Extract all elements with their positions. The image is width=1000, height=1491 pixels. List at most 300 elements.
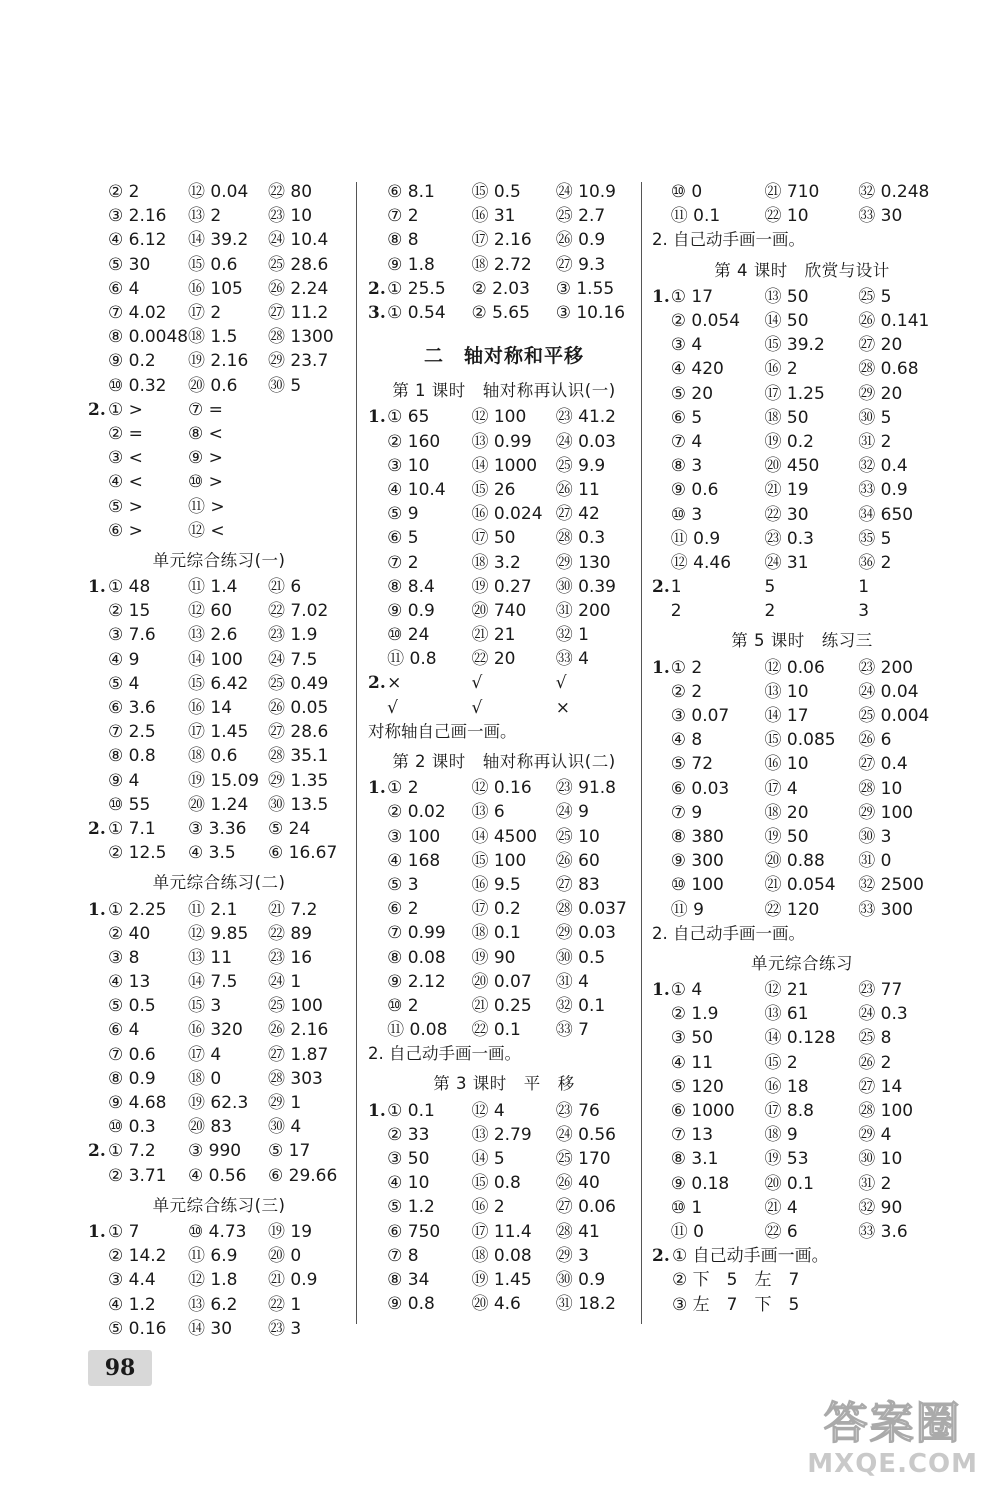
answer-cell: ⑱ 0.1 xyxy=(471,923,521,944)
answer-cell: ⑧ < xyxy=(188,423,223,444)
answer-row xyxy=(652,680,952,704)
answer-row xyxy=(88,897,350,921)
instruction-text: 对称轴自己画一画。 xyxy=(368,721,517,741)
answer-cell: ㉝ 7 xyxy=(555,1020,589,1041)
question-number: 2. xyxy=(368,673,386,694)
answer-cell: ⑪ 6.9 xyxy=(188,1246,238,1267)
answer-cell: ② 40 xyxy=(108,923,151,944)
answer-cell: ⑰ 1.25 xyxy=(764,383,825,404)
answer-cell: ⑩ > xyxy=(188,472,223,493)
answer-row xyxy=(652,527,952,551)
answer-row xyxy=(368,599,640,623)
answer-cell: ⑯ 2 xyxy=(764,359,798,380)
answer-cell: ㉝ 3.6 xyxy=(858,1221,908,1242)
answer-cell: √ xyxy=(387,697,398,718)
answer-row xyxy=(88,349,350,373)
answer-row xyxy=(368,825,640,849)
answer-cell: ⑲ 0.2 xyxy=(764,431,814,452)
answer-cell: ㉒ 10 xyxy=(764,206,809,227)
answer-cell: ⑪ 0.9 xyxy=(670,528,721,549)
answer-row xyxy=(88,446,350,470)
answer-cell: ③ 50 xyxy=(387,1149,430,1170)
answer-cell: ㊱ 2 xyxy=(858,552,892,573)
answer-cell: ⑭ 5 xyxy=(471,1149,505,1170)
answer-cell: ㉝ 4 xyxy=(555,649,589,670)
answer-cell: ⑬ 0.99 xyxy=(471,431,532,452)
answer-cell: ⑦ 8 xyxy=(387,1245,419,1266)
answer-cell: ② 2 xyxy=(108,182,140,203)
answer-row xyxy=(88,1043,350,1067)
answer-cell: ⑲ 90 xyxy=(471,947,516,968)
answer-cell: ⑤ 72 xyxy=(670,754,714,775)
answer-cell: ① 2.25 xyxy=(108,899,167,920)
answer-column-3 xyxy=(652,180,952,1317)
section-heading: 第 5 课时 练习三 xyxy=(731,631,873,651)
answer-cell: ④ 6.12 xyxy=(108,230,167,251)
section-heading: 单元综合练习 xyxy=(751,953,853,973)
answer-cell: ③ 2.16 xyxy=(108,206,167,227)
answer-cell: ⑬ 2 xyxy=(188,206,222,227)
answer-cell: ⑯ 320 xyxy=(188,1020,243,1041)
answer-cell: ⑰ 2 xyxy=(188,303,222,324)
answer-row xyxy=(88,817,350,841)
section-heading: 第 4 课时 欣赏与设计 xyxy=(714,260,890,280)
answer-row xyxy=(652,478,952,502)
answer-cell: ⑭ 7.5 xyxy=(188,972,238,993)
answer-row xyxy=(368,301,640,325)
answer-cell: ⑨ 1.8 xyxy=(387,254,435,275)
answer-cell: ⑧ 3.1 xyxy=(670,1149,719,1170)
answer-row xyxy=(652,285,952,309)
answer-cell: ⑩ 100 xyxy=(670,875,724,896)
answer-cell: ㉖ 2.16 xyxy=(268,1020,329,1041)
answer-cell: ⑧ 8.4 xyxy=(387,576,435,597)
answer-cell: ㉖ 6 xyxy=(858,730,892,751)
answer-cell: ㉔ 0.56 xyxy=(555,1124,616,1145)
answer-cell: ㉙ 20 xyxy=(858,383,903,404)
answer-row xyxy=(368,1268,640,1292)
answer-cell: ㉜ 2500 xyxy=(858,875,924,896)
answer-cell: ⑫ 0.04 xyxy=(188,182,249,203)
answer-row xyxy=(368,253,640,277)
answer-cell: ㉗ 42 xyxy=(555,504,600,525)
section-heading: 二 轴对称和平移 xyxy=(423,345,584,368)
answer-cell: ① 自己动手画一画。 xyxy=(672,1246,829,1267)
answer-row xyxy=(368,478,640,502)
answer-cell: ⑫ 9.85 xyxy=(188,923,249,944)
answer-cell: ⑤ 1.2 xyxy=(387,1197,435,1218)
answer-cell: ⑥ 2 xyxy=(387,899,419,920)
answer-cell: ④ 8 xyxy=(670,730,703,751)
answer-cell: ⑲ 62.3 xyxy=(188,1093,249,1114)
answer-row xyxy=(88,970,350,994)
answer-cell: ④ 10.4 xyxy=(387,479,446,500)
answer-cell: 2 xyxy=(764,601,776,622)
answer-cell: 2 xyxy=(670,601,682,622)
answer-row xyxy=(88,180,350,204)
answer-row xyxy=(652,656,952,680)
answer-cell: ⑳ 0.88 xyxy=(764,851,825,872)
answer-cell: ㉛ 200 xyxy=(555,600,611,621)
answer-cell: ② 下 5 左 7 xyxy=(672,1270,800,1291)
answer-cell: ④ 1.2 xyxy=(108,1294,156,1315)
answer-cell: ㉜ 0.248 xyxy=(858,182,930,203)
answer-cell: ㉙ 4 xyxy=(858,1125,892,1146)
answer-row xyxy=(652,825,952,849)
answer-cell: ㉚ 4 xyxy=(268,1117,302,1138)
answer-cell: ㉓ 200 xyxy=(858,657,914,678)
answer-cell: ㉚ 3 xyxy=(858,826,892,847)
answer-cell: ㉓ 41.2 xyxy=(555,407,616,428)
answer-cell: ⑩ 3 xyxy=(670,504,703,525)
answer-cell: ㉜ 0.4 xyxy=(858,456,908,477)
answer-row xyxy=(368,1018,640,1042)
answer-cell: ⑳ 0 xyxy=(268,1246,302,1267)
answer-cell: ② 2 xyxy=(670,681,703,702)
answer-cell: ⑩ 4.73 xyxy=(188,1221,247,1242)
answer-cell: 3 xyxy=(858,601,870,622)
answer-cell: ㉚ 13.5 xyxy=(268,794,329,815)
answer-row xyxy=(88,720,350,744)
answer-cell: ③ 10.16 xyxy=(555,303,626,324)
answer-cell: ㉑ 7.2 xyxy=(268,899,318,920)
answer-cell: ㉒ 80 xyxy=(268,182,313,203)
answer-cell: ㉕ 170 xyxy=(555,1149,611,1170)
answer-cell: ㉙ 100 xyxy=(858,802,914,823)
answer-cell: ⑫ 4.46 xyxy=(670,552,732,573)
answer-cell: ③ 0.07 xyxy=(670,706,730,727)
answer-cell: ㉛ 2 xyxy=(858,1173,892,1194)
answer-cell: ⑲ 1.45 xyxy=(471,1269,532,1290)
answer-cell: ⑩ 55 xyxy=(108,794,151,815)
answer-cell: ① 0.1 xyxy=(387,1100,435,1121)
answer-cell: ㉕ 5 xyxy=(858,286,892,307)
answer-cell: ㉜ 1 xyxy=(555,625,589,646)
question-number: 2. xyxy=(88,399,106,420)
answer-cell: ⑦ 2 xyxy=(387,206,419,227)
answer-row xyxy=(368,623,640,647)
answer-row xyxy=(652,849,952,873)
answer-row xyxy=(368,502,640,526)
answer-row xyxy=(368,1244,640,1268)
answer-cell: ⑭ 39.2 xyxy=(188,230,249,251)
answer-cell: ① 2 xyxy=(670,657,703,678)
answer-row xyxy=(652,873,952,897)
answer-row xyxy=(652,575,952,599)
answer-row xyxy=(88,422,350,446)
answer-row xyxy=(88,374,350,398)
answer-cell: ② 160 xyxy=(387,431,441,452)
answer-cell: ⑳ 1.24 xyxy=(188,794,249,815)
answer-row xyxy=(88,519,350,543)
answer-cell: ③ 50 xyxy=(670,1028,714,1049)
question-number: 2. xyxy=(652,1246,670,1267)
answer-cell: ⑯ 2 xyxy=(471,1197,505,1218)
answer-row xyxy=(368,1171,640,1195)
answer-cell: ⑮ 100 xyxy=(471,850,527,871)
answer-row xyxy=(652,333,952,357)
answer-cell: ⑥ 750 xyxy=(387,1221,441,1242)
answer-cell: ⑱ 3.2 xyxy=(471,552,521,573)
answer-cell: ㉘ 1300 xyxy=(268,327,334,348)
answer-cell: ⑥ 5 xyxy=(670,407,703,428)
answer-cell: ⑤ 24 xyxy=(268,818,311,839)
answer-cell: ⑬ 6 xyxy=(471,802,505,823)
answer-row xyxy=(368,970,640,994)
answer-cell: ㉔ 0.03 xyxy=(555,431,616,452)
answer-cell: ㉓ 16 xyxy=(268,947,313,968)
answer-row xyxy=(88,1115,350,1139)
answer-row xyxy=(652,454,952,478)
question-number: 1. xyxy=(652,980,670,1001)
watermark-url: MXQE.COM xyxy=(807,1449,978,1479)
answer-row xyxy=(652,1292,952,1316)
section-heading: 单元综合练习(一) xyxy=(152,550,286,570)
answer-cell: ② 12.5 xyxy=(108,843,167,864)
column-divider xyxy=(641,182,642,1324)
answer-cell: ⑤ 3 xyxy=(387,874,419,895)
watermark xyxy=(807,1399,978,1479)
answer-cell: ㉙ 3 xyxy=(555,1245,589,1266)
answer-cell: ③ 4 xyxy=(670,335,703,356)
answer-cell: ⑰ 4 xyxy=(188,1044,222,1065)
answer-cell: ㉜ 90 xyxy=(858,1197,903,1218)
answer-row xyxy=(368,873,640,897)
answer-cell: ㉗ 14 xyxy=(858,1076,903,1097)
answer-cell: ④ 9 xyxy=(108,649,140,670)
answer-cell: ⑮ 2 xyxy=(764,1052,798,1073)
answer-cell: ㉕ 100 xyxy=(268,996,323,1017)
section-heading: 单元综合练习(二) xyxy=(152,873,286,893)
answer-cell: ④ 13 xyxy=(108,972,151,993)
answer-cell: ㉕ 0.49 xyxy=(268,673,329,694)
answer-cell: ⑭ 0.128 xyxy=(764,1028,836,1049)
answer-cell: ⑮ 26 xyxy=(471,479,516,500)
answer-cell: ⑫ 0.16 xyxy=(471,778,532,799)
answer-cell: ⑩ 2 xyxy=(387,995,419,1016)
answer-cell: ㉕ 0.004 xyxy=(858,706,930,727)
answer-cell: ⑦ 0.6 xyxy=(108,1044,156,1065)
answer-row xyxy=(652,1026,952,1050)
answer-cell: ㉛ 0 xyxy=(858,851,892,872)
answer-cell: ② 2.03 xyxy=(471,278,530,299)
answer-row xyxy=(368,1147,640,1171)
answer-cell: × xyxy=(387,673,402,694)
answer-cell: ㉚ 5 xyxy=(268,375,302,396)
answer-row xyxy=(652,1002,952,1026)
question-number: 2. xyxy=(88,818,106,839)
answer-cell: ⑪ 0.1 xyxy=(670,206,721,227)
answer-cell: ㉗ 83 xyxy=(555,874,600,895)
answer-cell: ② 33 xyxy=(387,1124,430,1145)
answer-cell: ㉑ 0.054 xyxy=(764,875,836,896)
answer-cell: ㉗ 11.2 xyxy=(268,303,329,324)
answer-cell: ⑮ 0.6 xyxy=(188,254,238,275)
answer-row xyxy=(88,946,350,970)
answer-cell: ㉘ 41 xyxy=(555,1221,600,1242)
answer-cell: ㉑ 0.9 xyxy=(268,1270,318,1291)
answer-cell: ⑱ 9 xyxy=(764,1125,798,1146)
answer-cell: ㉑ 21 xyxy=(471,625,516,646)
answer-row xyxy=(368,1099,640,1123)
answer-cell: ⑭ 17 xyxy=(764,706,809,727)
answer-cell: ⑳ 4.6 xyxy=(471,1294,521,1315)
answer-row xyxy=(88,599,350,623)
answer-cell: ② 1.9 xyxy=(670,1004,719,1025)
answer-row xyxy=(652,978,952,1002)
answer-row xyxy=(88,1220,350,1244)
answer-cell: ⑨ 0.2 xyxy=(108,351,156,372)
answer-cell: ⑨ 300 xyxy=(670,851,724,872)
answer-cell: ㉟ 5 xyxy=(858,528,892,549)
question-number: 3. xyxy=(368,303,386,324)
answer-cell: ㉔ 9 xyxy=(555,802,589,823)
answer-cell: ㉕ 10 xyxy=(555,826,600,847)
answer-row xyxy=(652,599,952,623)
answer-cell: ⑬ 50 xyxy=(764,286,809,307)
answer-row xyxy=(652,1099,952,1123)
answer-row xyxy=(368,430,640,454)
answer-cell: ⑱ 1.5 xyxy=(188,327,238,348)
answer-cell: ⑰ 4 xyxy=(764,778,798,799)
answer-row xyxy=(368,1292,640,1316)
answer-cell: ⑲ 19 xyxy=(268,1221,313,1242)
answer-cell: ⑨ 0.6 xyxy=(670,480,719,501)
answer-cell: ㉗ 1.87 xyxy=(268,1044,329,1065)
answer-cell: ㉖ 40 xyxy=(555,1173,600,1194)
answer-row xyxy=(88,1139,350,1163)
answer-row xyxy=(88,301,350,325)
answer-row xyxy=(88,769,350,793)
answer-row xyxy=(88,575,350,599)
answer-row xyxy=(368,1123,640,1147)
answer-cell: ⑭ 100 xyxy=(188,649,243,670)
answer-cell: ㉗ 9.3 xyxy=(555,254,606,275)
answer-cell: ⑬ 61 xyxy=(764,1004,809,1025)
answer-cell: ⑧ 34 xyxy=(387,1269,430,1290)
answer-cell: ③ 1.55 xyxy=(555,278,615,299)
answer-cell: ㉚ 0.9 xyxy=(555,1269,606,1290)
answer-cell: ㉝ 30 xyxy=(858,206,903,227)
answer-cell: ⑫ 1.8 xyxy=(188,1270,238,1291)
answer-row xyxy=(88,696,350,720)
section-heading: 第 2 课时 轴对称再认识(二) xyxy=(392,751,616,771)
answer-cell: ㉙ 1 xyxy=(268,1093,302,1114)
answer-cell: ① 4 xyxy=(670,980,703,1001)
answer-cell: ⑯ 18 xyxy=(764,1076,809,1097)
answer-cell: ㉔ 10.9 xyxy=(555,182,616,203)
answer-cell: ⑰ 2.16 xyxy=(471,230,532,251)
question-number: 1. xyxy=(368,407,386,428)
answer-row xyxy=(88,494,350,518)
answer-cell: ⑪ > xyxy=(188,496,225,517)
answer-row xyxy=(368,945,640,969)
question-number: 1. xyxy=(368,1100,386,1121)
answer-cell: 1 xyxy=(858,577,870,598)
answer-cell: ㉚ 0.5 xyxy=(555,947,606,968)
answer-cell: ⑯ 0.024 xyxy=(471,504,543,525)
answer-cell: ㉙ 130 xyxy=(555,552,611,573)
answer-cell: ⑳ 83 xyxy=(188,1117,233,1138)
instruction-text: 2. 自己动手画一画。 xyxy=(652,923,805,943)
answer-cell: ⑨ 0.9 xyxy=(387,600,435,621)
answer-cell: ㉚ 0.39 xyxy=(555,576,616,597)
answer-row xyxy=(652,551,952,575)
answer-cell: ⑧ 3 xyxy=(670,456,703,477)
answer-cell: ⑤ 20 xyxy=(670,383,714,404)
answer-cell: √ xyxy=(555,673,567,694)
answer-cell: ㉓ 10 xyxy=(268,206,313,227)
answer-cell: ㉘ 35.1 xyxy=(268,746,329,767)
answer-cell: ⑩ 24 xyxy=(387,625,430,646)
answer-cell: ⑱ 0.08 xyxy=(471,1245,532,1266)
answer-cell: ㉕ 2.7 xyxy=(555,206,606,227)
answer-row xyxy=(652,180,952,204)
answer-cell: ㉞ 650 xyxy=(858,504,914,525)
answer-cell: ⑱ 20 xyxy=(764,802,809,823)
answer-cell: ㉒ 6 xyxy=(764,1221,798,1242)
answer-cell: ㉘ 0.68 xyxy=(858,359,919,380)
question-number: 1. xyxy=(88,1221,106,1242)
page-number: 98 xyxy=(88,1350,152,1386)
answer-row xyxy=(652,357,952,381)
answer-row xyxy=(652,1051,952,1075)
answer-cell: ㉕ 8 xyxy=(858,1028,892,1049)
answer-cell: ⑳ 0.6 xyxy=(188,375,238,396)
answer-cell: ⑭ 4500 xyxy=(471,826,538,847)
answer-row xyxy=(652,309,952,333)
answer-cell: ⑰ 11.4 xyxy=(471,1221,532,1242)
answer-row xyxy=(88,922,350,946)
answer-cell: ⑤ 0.16 xyxy=(108,1318,167,1339)
watermark-logo-text: 答案圈 xyxy=(823,1398,962,1449)
answer-row xyxy=(368,647,640,671)
answer-cell: ㉖ 0.9 xyxy=(555,230,606,251)
answer-cell: ⑯ 9.5 xyxy=(471,874,521,895)
answer-cell: ⑭ 1000 xyxy=(471,455,538,476)
answer-cell: ⑤ 0.5 xyxy=(108,996,156,1017)
answer-cell: ㉓ 76 xyxy=(555,1100,600,1121)
answer-cell: ㉘ 100 xyxy=(858,1101,914,1122)
answer-row xyxy=(88,1292,350,1316)
answer-cell: ① 25.5 xyxy=(387,278,446,299)
answer-cell: ⑥ 1000 xyxy=(670,1101,735,1122)
answer-cell: ② 3.71 xyxy=(108,1165,167,1186)
answer-cell: ⑪ 9 xyxy=(670,899,704,920)
answer-cell: ⑳ 0.1 xyxy=(764,1173,814,1194)
answer-cell: ⑯ 105 xyxy=(188,278,243,299)
answer-cell: ⑲ 50 xyxy=(764,826,809,847)
answer-cell: ⑥ 29.66 xyxy=(268,1165,338,1186)
answer-row xyxy=(88,253,350,277)
column-divider xyxy=(356,182,357,1324)
answer-cell: ⑪ 0 xyxy=(670,1221,704,1242)
answer-cell: ㉒ 7.02 xyxy=(268,601,329,622)
answer-cell: ㉙ 0.03 xyxy=(555,923,616,944)
question-number: 1. xyxy=(652,286,670,307)
answer-row xyxy=(652,1244,952,1268)
answer-row xyxy=(88,672,350,696)
answer-cell: ④ < xyxy=(108,472,143,493)
answer-cell: ⑦ 4.02 xyxy=(108,303,167,324)
answer-row xyxy=(652,406,952,430)
answer-cell: ⑦ 2.5 xyxy=(108,722,156,743)
answer-cell: ⑳ 450 xyxy=(764,456,820,477)
answer-cell: ⑥ 4 xyxy=(108,1020,140,1041)
answer-cell: ⑫ 4 xyxy=(471,1100,505,1121)
answer-cell: ⑦ 0.99 xyxy=(387,923,446,944)
answer-cell: ① 7.1 xyxy=(108,818,156,839)
